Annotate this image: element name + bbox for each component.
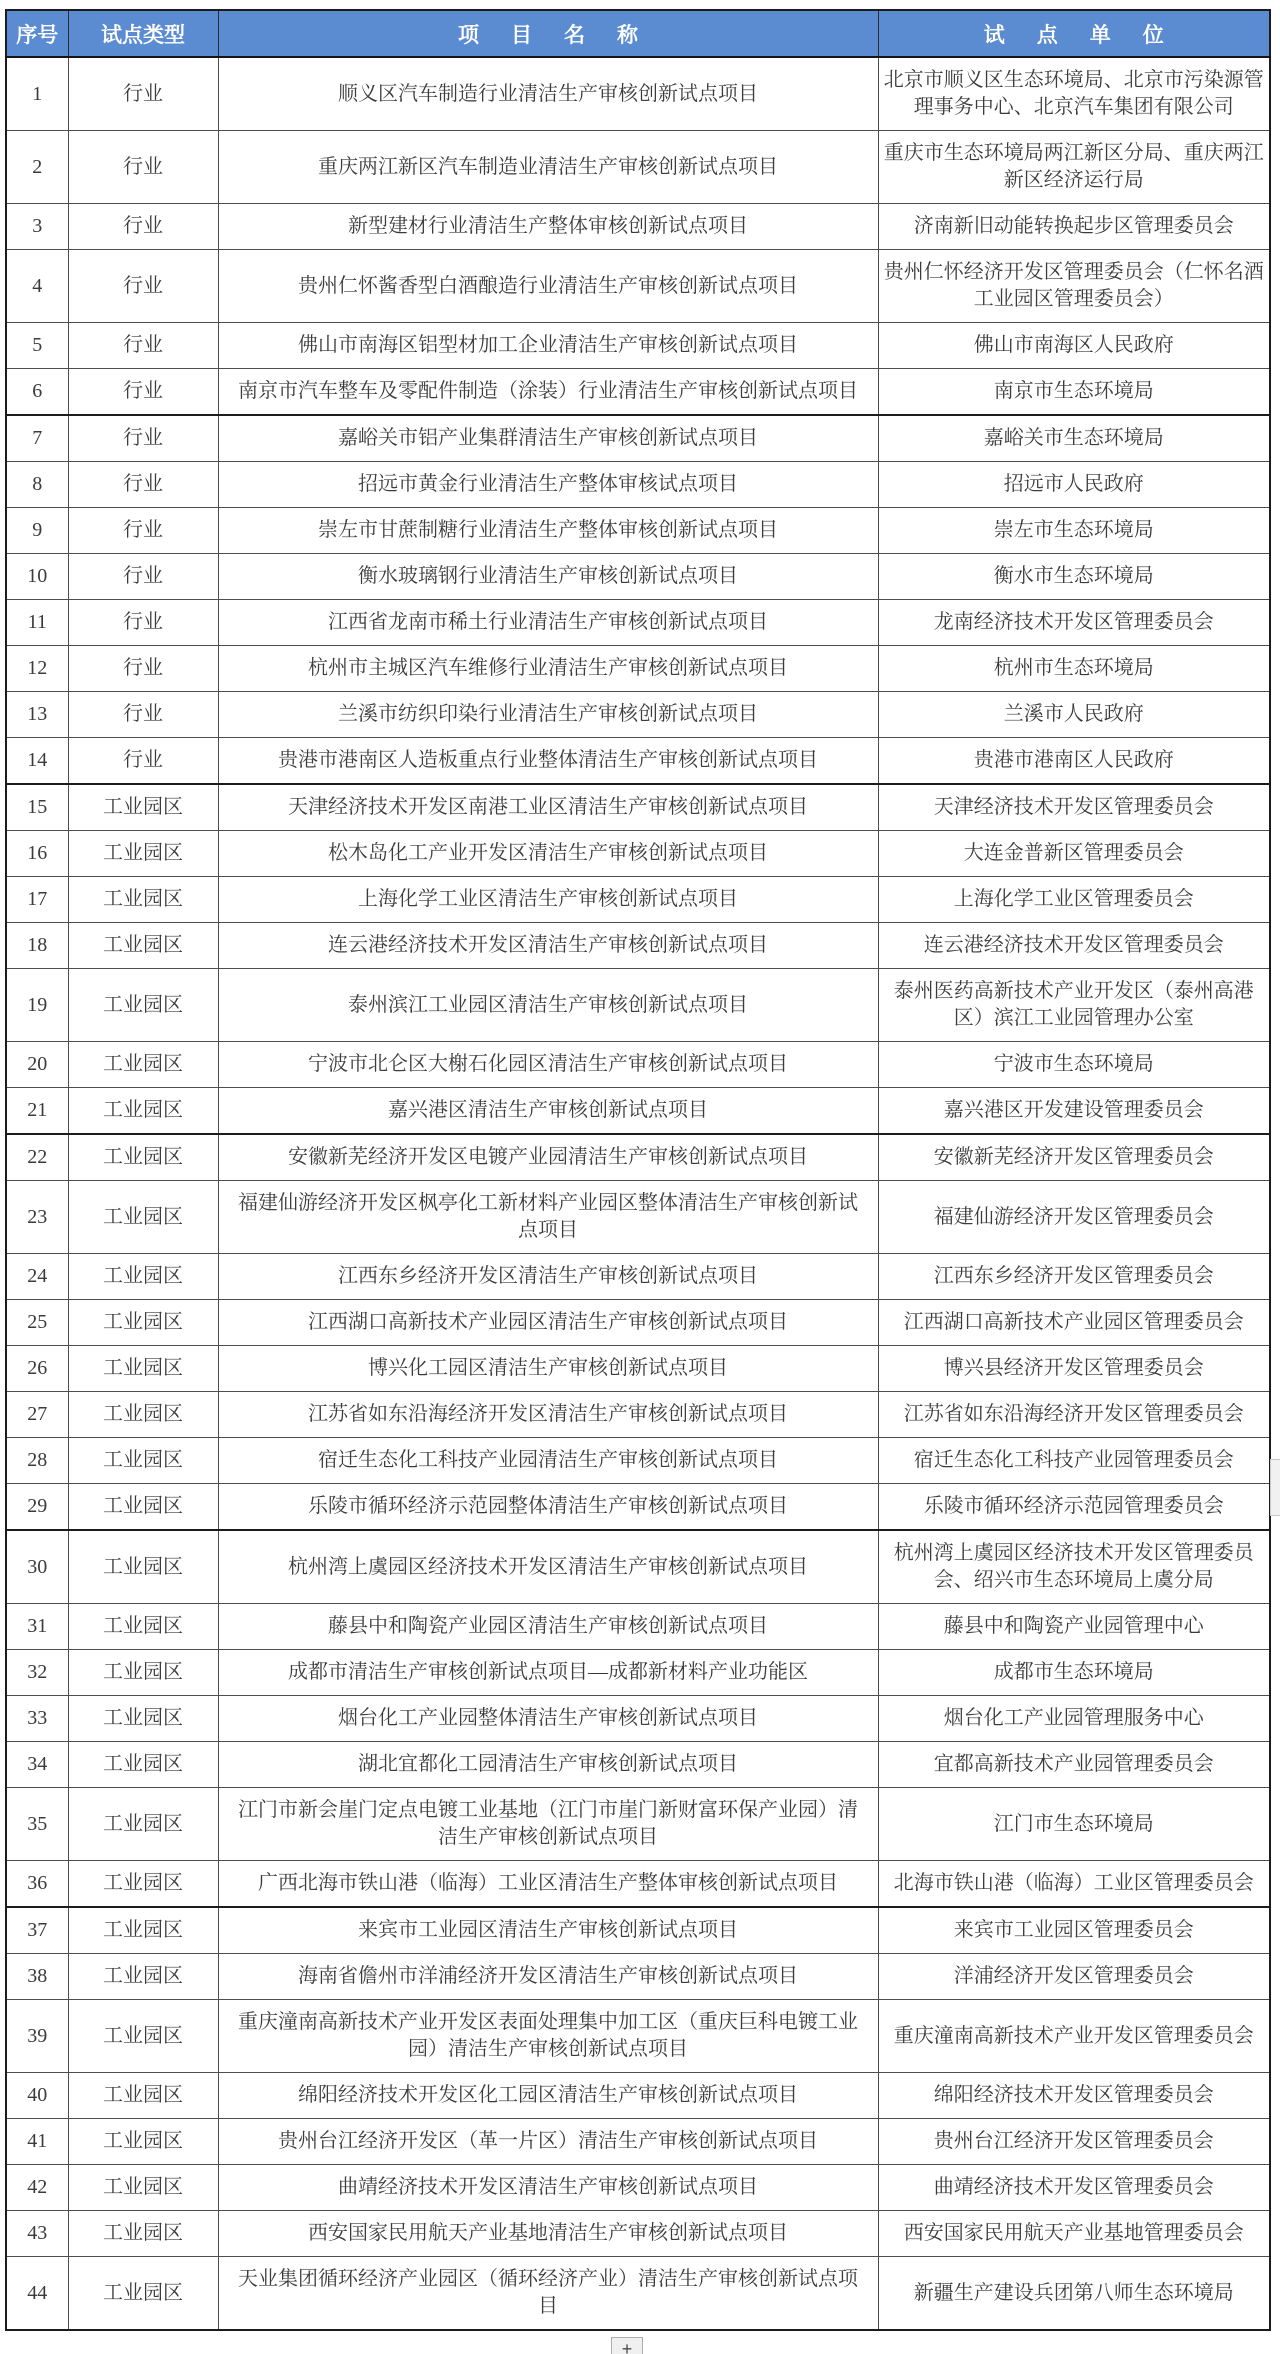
cell-no: 8: [6, 462, 68, 508]
cell-no: 24: [6, 1254, 68, 1300]
cell-type: 工业园区: [68, 1650, 218, 1696]
cell-unit: 南京市生态环境局: [878, 369, 1270, 416]
cell-no: 25: [6, 1300, 68, 1346]
cell-unit: 宁波市生态环境局: [878, 1042, 1270, 1088]
cell-no: 28: [6, 1438, 68, 1484]
cell-unit: 杭州湾上虞园区经济技术开发区管理委员会、绍兴市生态环境局上虞分局: [878, 1530, 1270, 1604]
cell-project: 江西东乡经济开发区清洁生产审核创新试点项目: [218, 1254, 878, 1300]
cell-no: 39: [6, 2000, 68, 2073]
cell-no: 15: [6, 784, 68, 831]
table-row: [6, 1134, 1270, 1181]
cell-type: 行业: [68, 369, 218, 416]
table-header-row: [6, 10, 1270, 57]
cell-type: 工业园区: [68, 2000, 218, 2073]
cell-no: 6: [6, 369, 68, 416]
cell-type: 行业: [68, 204, 218, 250]
cell-project: 招远市黄金行业清洁生产整体审核试点项目: [218, 462, 878, 508]
table-row: [6, 1254, 1270, 1300]
cell-project: 福建仙游经济开发区枫亭化工新材料产业园区整体清洁生产审核创新试点项目: [218, 1181, 878, 1254]
cell-no: 43: [6, 2211, 68, 2257]
scrollbar-thumb[interactable]: [1270, 1459, 1280, 1516]
cell-type: 工业园区: [68, 1484, 218, 1531]
cell-no: 11: [6, 600, 68, 646]
cell-type: 行业: [68, 323, 218, 369]
cell-no: 19: [6, 969, 68, 1042]
cell-unit: 来宾市工业园区管理委员会: [878, 1907, 1270, 1954]
table-row: [6, 692, 1270, 738]
cell-unit: 博兴县经济开发区管理委员会: [878, 1346, 1270, 1392]
cell-unit: 宜都高新技术产业园管理委员会: [878, 1742, 1270, 1788]
cell-no: 12: [6, 646, 68, 692]
cell-project: 杭州市主城区汽车维修行业清洁生产审核创新试点项目: [218, 646, 878, 692]
cell-type: 工业园区: [68, 1861, 218, 1908]
cell-unit: 天津经济技术开发区管理委员会: [878, 784, 1270, 831]
cell-type: 工业园区: [68, 1042, 218, 1088]
cell-type: 行业: [68, 57, 218, 131]
cell-project: 藤县中和陶瓷产业园区清洁生产审核创新试点项目: [218, 1604, 878, 1650]
cell-no: 1: [6, 57, 68, 131]
cell-type: 工业园区: [68, 1742, 218, 1788]
table-row: [6, 323, 1270, 369]
cell-no: 13: [6, 692, 68, 738]
table-row: [6, 2119, 1270, 2165]
cell-project: 贵州台江经济开发区（革一片区）清洁生产审核创新试点项目: [218, 2119, 878, 2165]
cell-project: 连云港经济技术开发区清洁生产审核创新试点项目: [218, 923, 878, 969]
cell-unit: 西安国家民用航天产业基地管理委员会: [878, 2211, 1270, 2257]
table-row: [6, 415, 1270, 462]
cell-project: 乐陵市循环经济示范园整体清洁生产审核创新试点项目: [218, 1484, 878, 1531]
cell-unit: 崇左市生态环境局: [878, 508, 1270, 554]
cell-type: 工业园区: [68, 1254, 218, 1300]
cell-type: 行业: [68, 508, 218, 554]
cell-type: 工业园区: [68, 1438, 218, 1484]
cell-no: 2: [6, 131, 68, 204]
cell-type: 工业园区: [68, 1088, 218, 1135]
cell-project: 来宾市工业园区清洁生产审核创新试点项目: [218, 1907, 878, 1954]
cell-project: 安徽新芜经济开发区电镀产业园清洁生产审核创新试点项目: [218, 1134, 878, 1181]
cell-type: 工业园区: [68, 1300, 218, 1346]
cell-project: 广西北海市铁山港（临海）工业区清洁生产整体审核创新试点项目: [218, 1861, 878, 1908]
cell-no: 31: [6, 1604, 68, 1650]
cell-no: 4: [6, 250, 68, 323]
table-row: [6, 204, 1270, 250]
table-row: [6, 131, 1270, 204]
cell-unit: 绵阳经济技术开发区管理委员会: [878, 2073, 1270, 2119]
table-row: [6, 369, 1270, 416]
cell-unit: 重庆潼南高新技术产业开发区管理委员会: [878, 2000, 1270, 2073]
cell-unit: 北京市顺义区生态环境局、北京市污染源管理事务中心、北京汽车集团有限公司: [878, 57, 1270, 131]
table-row: [6, 600, 1270, 646]
cell-unit: 贵州仁怀经济开发区管理委员会（仁怀名酒工业园区管理委员会）: [878, 250, 1270, 323]
cell-project: 重庆潼南高新技术产业开发区表面处理集中加工区（重庆巨科电镀工业园）清洁生产审核创新试点项目: [218, 2000, 878, 2073]
cell-project: 宁波市北仑区大榭石化园区清洁生产审核创新试点项目: [218, 1042, 878, 1088]
cell-no: 7: [6, 415, 68, 462]
cell-no: 14: [6, 738, 68, 785]
cell-no: 36: [6, 1861, 68, 1908]
table-row: [6, 1088, 1270, 1135]
cell-project: 重庆两江新区汽车制造业清洁生产审核创新试点项目: [218, 131, 878, 204]
cell-unit: 乐陵市循环经济示范园管理委员会: [878, 1484, 1270, 1531]
table-row: [6, 1907, 1270, 1954]
cell-project: 顺义区汽车制造行业清洁生产审核创新试点项目: [218, 57, 878, 131]
table-body: [6, 57, 1270, 2330]
cell-no: 44: [6, 2257, 68, 2331]
table-row: [6, 1861, 1270, 1908]
cell-unit: 贵州台江经济开发区管理委员会: [878, 2119, 1270, 2165]
cell-no: 5: [6, 323, 68, 369]
cell-unit: 江西湖口高新技术产业园区管理委员会: [878, 1300, 1270, 1346]
cell-project: 天津经济技术开发区南港工业区清洁生产审核创新试点项目: [218, 784, 878, 831]
table-row: [6, 1650, 1270, 1696]
cell-no: 38: [6, 1954, 68, 2000]
table-row: [6, 784, 1270, 831]
cell-no: 33: [6, 1696, 68, 1742]
cell-unit: 嘉兴港区开发建设管理委员会: [878, 1088, 1270, 1135]
cell-unit: 藤县中和陶瓷产业园管理中心: [878, 1604, 1270, 1650]
cell-no: 22: [6, 1134, 68, 1181]
cell-no: 10: [6, 554, 68, 600]
cell-project: 天业集团循环经济产业园区（循环经济产业）清洁生产审核创新试点项目: [218, 2257, 878, 2331]
table-row: [6, 508, 1270, 554]
cell-project: 南京市汽车整车及零配件制造（涂装）行业清洁生产审核创新试点项目: [218, 369, 878, 416]
cell-project: 宿迁生态化工科技产业园清洁生产审核创新试点项目: [218, 1438, 878, 1484]
cell-type: 工业园区: [68, 1604, 218, 1650]
table-row: [6, 554, 1270, 600]
cell-unit: 安徽新芜经济开发区管理委员会: [878, 1134, 1270, 1181]
cell-unit: 招远市人民政府: [878, 462, 1270, 508]
cell-type: 行业: [68, 600, 218, 646]
cell-unit: 福建仙游经济开发区管理委员会: [878, 1181, 1270, 1254]
cell-type: 工业园区: [68, 784, 218, 831]
cell-unit: 衡水市生态环境局: [878, 554, 1270, 600]
cell-type: 工业园区: [68, 1954, 218, 2000]
cell-type: 工业园区: [68, 2257, 218, 2331]
table-row: [6, 2000, 1270, 2073]
cell-type: 工业园区: [68, 1530, 218, 1604]
pilot-projects-table: [5, 9, 1271, 2331]
cell-unit: 泰州医药高新技术产业开发区（泰州高港区）滨江工业园管理办公室: [878, 969, 1270, 1042]
cell-type: 行业: [68, 462, 218, 508]
cell-project: 曲靖经济技术开发区清洁生产审核创新试点项目: [218, 2165, 878, 2211]
cell-project: 嘉峪关市铝产业集群清洁生产审核创新试点项目: [218, 415, 878, 462]
cell-type: 工业园区: [68, 2119, 218, 2165]
cell-project: 杭州湾上虞园区经济技术开发区清洁生产审核创新试点项目: [218, 1530, 878, 1604]
cell-unit: 连云港经济技术开发区管理委员会: [878, 923, 1270, 969]
cell-project: 江西省龙南市稀土行业清洁生产审核创新试点项目: [218, 600, 878, 646]
table-row: [6, 1392, 1270, 1438]
cell-type: 工业园区: [68, 1907, 218, 1954]
table-row: [6, 738, 1270, 785]
table-row: [6, 831, 1270, 877]
cell-project: 江苏省如东沿海经济开发区清洁生产审核创新试点项目: [218, 1392, 878, 1438]
cell-type: 工业园区: [68, 1788, 218, 1861]
table-row: [6, 250, 1270, 323]
cell-unit: 济南新旧动能转换起步区管理委员会: [878, 204, 1270, 250]
cell-project: 西安国家民用航天产业基地清洁生产审核创新试点项目: [218, 2211, 878, 2257]
cell-type: 行业: [68, 738, 218, 785]
cell-project: 佛山市南海区铝型材加工企业清洁生产审核创新试点项目: [218, 323, 878, 369]
cell-project: 成都市清洁生产审核创新试点项目—成都新材料产业功能区: [218, 1650, 878, 1696]
cell-project: 衡水玻璃钢行业清洁生产审核创新试点项目: [218, 554, 878, 600]
cell-no: 29: [6, 1484, 68, 1531]
cell-no: 16: [6, 831, 68, 877]
cell-unit: 重庆市生态环境局两江新区分局、重庆两江新区经济运行局: [878, 131, 1270, 204]
cell-no: 41: [6, 2119, 68, 2165]
table-row: [6, 57, 1270, 131]
cell-project: 海南省儋州市洋浦经济开发区清洁生产审核创新试点项目: [218, 1954, 878, 2000]
cell-unit: 江门市生态环境局: [878, 1788, 1270, 1861]
cell-unit: 龙南经济技术开发区管理委员会: [878, 600, 1270, 646]
table-row: [6, 1954, 1270, 2000]
table-row: [6, 1042, 1270, 1088]
table-row: [6, 1742, 1270, 1788]
cell-no: 18: [6, 923, 68, 969]
cell-type: 工业园区: [68, 1181, 218, 1254]
cell-project: 松木岛化工产业开发区清洁生产审核创新试点项目: [218, 831, 878, 877]
cell-project: 江门市新会崖门定点电镀工业基地（江门市崖门新财富环保产业园）清洁生产审核创新试点项目: [218, 1788, 878, 1861]
cell-project: 博兴化工园区清洁生产审核创新试点项目: [218, 1346, 878, 1392]
cell-type: 工业园区: [68, 1134, 218, 1181]
cell-no: 9: [6, 508, 68, 554]
cell-unit: 杭州市生态环境局: [878, 646, 1270, 692]
cell-project: 泰州滨江工业园区清洁生产审核创新试点项目: [218, 969, 878, 1042]
cell-unit: 江苏省如东沿海经济开发区管理委员会: [878, 1392, 1270, 1438]
cell-no: 3: [6, 204, 68, 250]
cell-unit: 兰溪市人民政府: [878, 692, 1270, 738]
cell-type: 工业园区: [68, 2165, 218, 2211]
cell-no: 21: [6, 1088, 68, 1135]
cell-project: 贵港市港南区人造板重点行业整体清洁生产审核创新试点项目: [218, 738, 878, 785]
cell-type: 工业园区: [68, 969, 218, 1042]
cell-no: 42: [6, 2165, 68, 2211]
cell-unit: 宿迁生态化工科技产业园管理委员会: [878, 1438, 1270, 1484]
table-row: [6, 1604, 1270, 1650]
cell-no: 37: [6, 1907, 68, 1954]
cell-no: 20: [6, 1042, 68, 1088]
table-row: [6, 1300, 1270, 1346]
table-row: [6, 2211, 1270, 2257]
cell-unit: 成都市生态环境局: [878, 1650, 1270, 1696]
cell-type: 工业园区: [68, 923, 218, 969]
cell-project: 烟台化工产业园整体清洁生产审核创新试点项目: [218, 1696, 878, 1742]
cell-project: 江西湖口高新技术产业园区清洁生产审核创新试点项目: [218, 1300, 878, 1346]
cell-type: 工业园区: [68, 877, 218, 923]
header-project: 项目名称: [218, 10, 878, 57]
table-row: [6, 2165, 1270, 2211]
table-row: [6, 1788, 1270, 1861]
table-row: [6, 1438, 1270, 1484]
table-row: [6, 462, 1270, 508]
table-row: [6, 1484, 1270, 1531]
cell-type: 工业园区: [68, 831, 218, 877]
table-row: [6, 2073, 1270, 2119]
cell-type: 工业园区: [68, 1392, 218, 1438]
cell-no: 26: [6, 1346, 68, 1392]
cell-no: 34: [6, 1742, 68, 1788]
cell-unit: 曲靖经济技术开发区管理委员会: [878, 2165, 1270, 2211]
cell-project: 嘉兴港区清洁生产审核创新试点项目: [218, 1088, 878, 1135]
cell-type: 行业: [68, 692, 218, 738]
cell-project: 湖北宜都化工园清洁生产审核创新试点项目: [218, 1742, 878, 1788]
table-row: [6, 969, 1270, 1042]
header-type: 试点类型: [68, 10, 218, 57]
cell-type: 工业园区: [68, 1696, 218, 1742]
header-no: 序号: [6, 10, 68, 57]
cell-type: 工业园区: [68, 1346, 218, 1392]
cell-project: 新型建材行业清洁生产整体审核创新试点项目: [218, 204, 878, 250]
plus-icon: +: [621, 2339, 633, 2354]
cell-type: 行业: [68, 131, 218, 204]
table-row: [6, 1181, 1270, 1254]
cell-no: 27: [6, 1392, 68, 1438]
cell-project: 上海化学工业区清洁生产审核创新试点项目: [218, 877, 878, 923]
table-row: [6, 877, 1270, 923]
table-row: [6, 923, 1270, 969]
cell-type: 工业园区: [68, 2073, 218, 2119]
cell-type: 行业: [68, 554, 218, 600]
cell-unit: 上海化学工业区管理委员会: [878, 877, 1270, 923]
cell-no: 32: [6, 1650, 68, 1696]
table-row: [6, 1346, 1270, 1392]
cell-unit: 烟台化工产业园管理服务中心: [878, 1696, 1270, 1742]
table-row: [6, 2257, 1270, 2331]
cell-no: 23: [6, 1181, 68, 1254]
cell-unit: 大连金普新区管理委员会: [878, 831, 1270, 877]
table-row: [6, 1696, 1270, 1742]
cell-unit: 嘉峪关市生态环境局: [878, 415, 1270, 462]
cell-no: 40: [6, 2073, 68, 2119]
cell-no: 30: [6, 1530, 68, 1604]
header-unit: 试点单位: [878, 10, 1270, 57]
cell-unit: 江西东乡经济开发区管理委员会: [878, 1254, 1270, 1300]
cell-project: 贵州仁怀酱香型白酒酿造行业清洁生产审核创新试点项目: [218, 250, 878, 323]
table-row: [6, 646, 1270, 692]
cell-type: 工业园区: [68, 2211, 218, 2257]
cell-type: 行业: [68, 415, 218, 462]
cell-project: 兰溪市纺织印染行业清洁生产审核创新试点项目: [218, 692, 878, 738]
cell-project: 崇左市甘蔗制糖行业清洁生产整体审核创新试点项目: [218, 508, 878, 554]
cell-unit: 新疆生产建设兵团第八师生态环境局: [878, 2257, 1270, 2331]
zoom-in-button[interactable]: [611, 2337, 643, 2354]
cell-project: 绵阳经济技术开发区化工园区清洁生产审核创新试点项目: [218, 2073, 878, 2119]
cell-no: 17: [6, 877, 68, 923]
cell-unit: 佛山市南海区人民政府: [878, 323, 1270, 369]
cell-unit: 贵港市港南区人民政府: [878, 738, 1270, 785]
cell-no: 35: [6, 1788, 68, 1861]
cell-unit: 洋浦经济开发区管理委员会: [878, 1954, 1270, 2000]
cell-type: 行业: [68, 250, 218, 323]
cell-type: 行业: [68, 646, 218, 692]
table-row: [6, 1530, 1270, 1604]
cell-unit: 北海市铁山港（临海）工业区管理委员会: [878, 1861, 1270, 1908]
